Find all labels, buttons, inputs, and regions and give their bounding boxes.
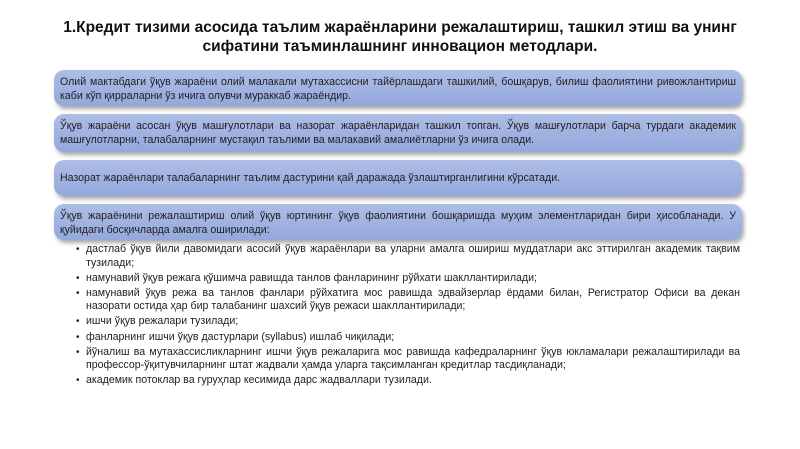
- bullet-icon: •: [76, 272, 80, 284]
- bullet-icon: •: [76, 244, 80, 255]
- info-box-3-text: Назорат жараёнлари талабаларнинг таълим дастурини қай даражада ўзлаштирганлигини кўрсатади.: [60, 172, 561, 184]
- list-item: [76, 243, 740, 270]
- info-box-3: [54, 160, 742, 196]
- slide-title: 1.Кредит тизими асосида таълим жараёнларини режалаштириш, ташкил этиш ва унинг сифатини таъминлашнинг инновацион методлари.: [63, 19, 737, 55]
- bullet-icon: •: [76, 287, 80, 299]
- list-item-text: ишчи ўқув режалари тузилади;: [86, 315, 239, 328]
- list-item: [76, 272, 740, 286]
- bullet-icon: •: [76, 346, 80, 358]
- info-box-1: [54, 70, 742, 106]
- list-item-text: намунавий ўқув режа ва танлов фанлари рўйхатига мос равишда эдвайзерлар ёрдами билан, Регистратор Офиси ва декан назорати остида ҳар бир талабанинг шахсий ўқув режаси шакллантирилади;: [86, 286, 740, 313]
- list-item: [76, 287, 740, 314]
- info-box-4-text: Ўқув жараёнини режалаштириш олий ўқув юртининг ўқув фаолиятини бошқаришда муҳим элементларидан бири ҳисобланади. У қуйидаги босқичларда амалга оширилади:: [60, 210, 736, 236]
- list-item-text: намунавий ўқув режага қўшимча равишда танлов фанларининг рўйхати шакллантирилади;: [86, 271, 537, 284]
- list-item-text: академик потоклар ва гуруҳлар кесимида дарс жадваллари тузилади.: [86, 374, 432, 387]
- bullet-icon: •: [76, 316, 80, 328]
- planning-steps-list: [76, 243, 740, 389]
- info-box-2: [54, 114, 742, 152]
- list-item: [76, 346, 740, 373]
- list-item: [76, 374, 740, 388]
- list-item: [76, 331, 740, 345]
- list-item-text: фанларнинг ишчи ўқув дастурлари (syllabus) ишлаб чиқилади;: [86, 330, 395, 343]
- info-box-2-text: Ўқув жараёни асосан ўқув машғулотлари ва назорат жараёнларидан ташкил топган. Ўқув машғулотлари барча турдаги академик машғулотларни, талабаларнинг мустақил таълими ва малакавий амалиётларни ўз ичига олади.: [60, 120, 736, 146]
- info-box-4: [54, 204, 742, 240]
- bullet-icon: •: [76, 375, 80, 387]
- list-item-text: йўналиш ва мутахассисликларнинг ишчи ўқув режаларига мос равишда кафедраларнинг ўқув юкламалари режалаштирилади ва профессор-ўқитувчиларнинг штат жадвали ҳамда уларга тақсимланган кредитлар тасдиқланади;: [86, 345, 740, 372]
- list-item: [76, 315, 740, 329]
- list-item-text: дастлаб ўқув йили давомидаги асосий ўқув жараёнлари ва уларни амалга ошириш муддатлари акс эттирилган академик тақвим тузилади;: [86, 243, 740, 269]
- bullet-icon: •: [76, 331, 80, 343]
- info-box-1-text: Олий мактабдаги ўқув жараёни олий малакали мутахассисни тайёрлашдаги ташкилий, бошқарув, билиш фаолиятини ривожлантириш каби кўп қирраларни ўз ичига олувчи мураккаб жараёндир.: [60, 76, 736, 102]
